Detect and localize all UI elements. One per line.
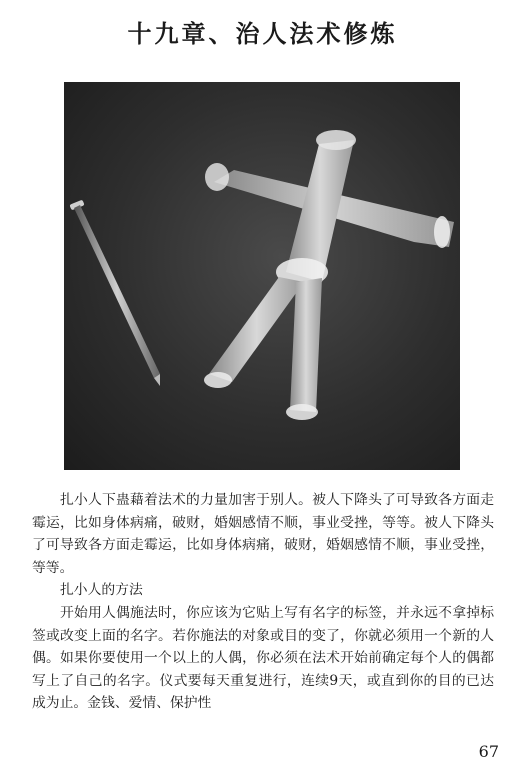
section-heading: 扎小人的方法 [60, 582, 143, 599]
paragraph: 开始用人偶施法时，你应该为它贴上写有名字的标签，并永远不拿掉标签或改变上面的名字。若你施法的对象或目的变了，你就必须用一个新的人偶。如果你要使用一个以上的人偶，你必须在法术开始前确定每个人的偶都写上了自己的名字。仪式要每天重复进行，连续9天，或直到你的目的已达成为止。金钱、爱情、保护性 [32, 604, 494, 712]
straw-doll-and-nail-illustration [64, 82, 460, 470]
straw-doll [204, 130, 454, 420]
paragraph: 扎小人下蛊藉着法术的力量加害于别人。被人下降头了可导致各方面走霉运，比如身体病痛，破财，婚姻感情不顺，事业受挫，等等。被人下降头了可导致各方面走霉运，比如身体病痛，破财，婚姻感情不顺，事业受挫，等等。 [32, 492, 494, 576]
nail [69, 200, 160, 386]
straw-doll-photo [64, 82, 460, 470]
chapter-title: 十九章、治人法术修炼 [127, 19, 398, 48]
page-number: 67 [478, 742, 499, 761]
body-text [32, 489, 494, 715]
